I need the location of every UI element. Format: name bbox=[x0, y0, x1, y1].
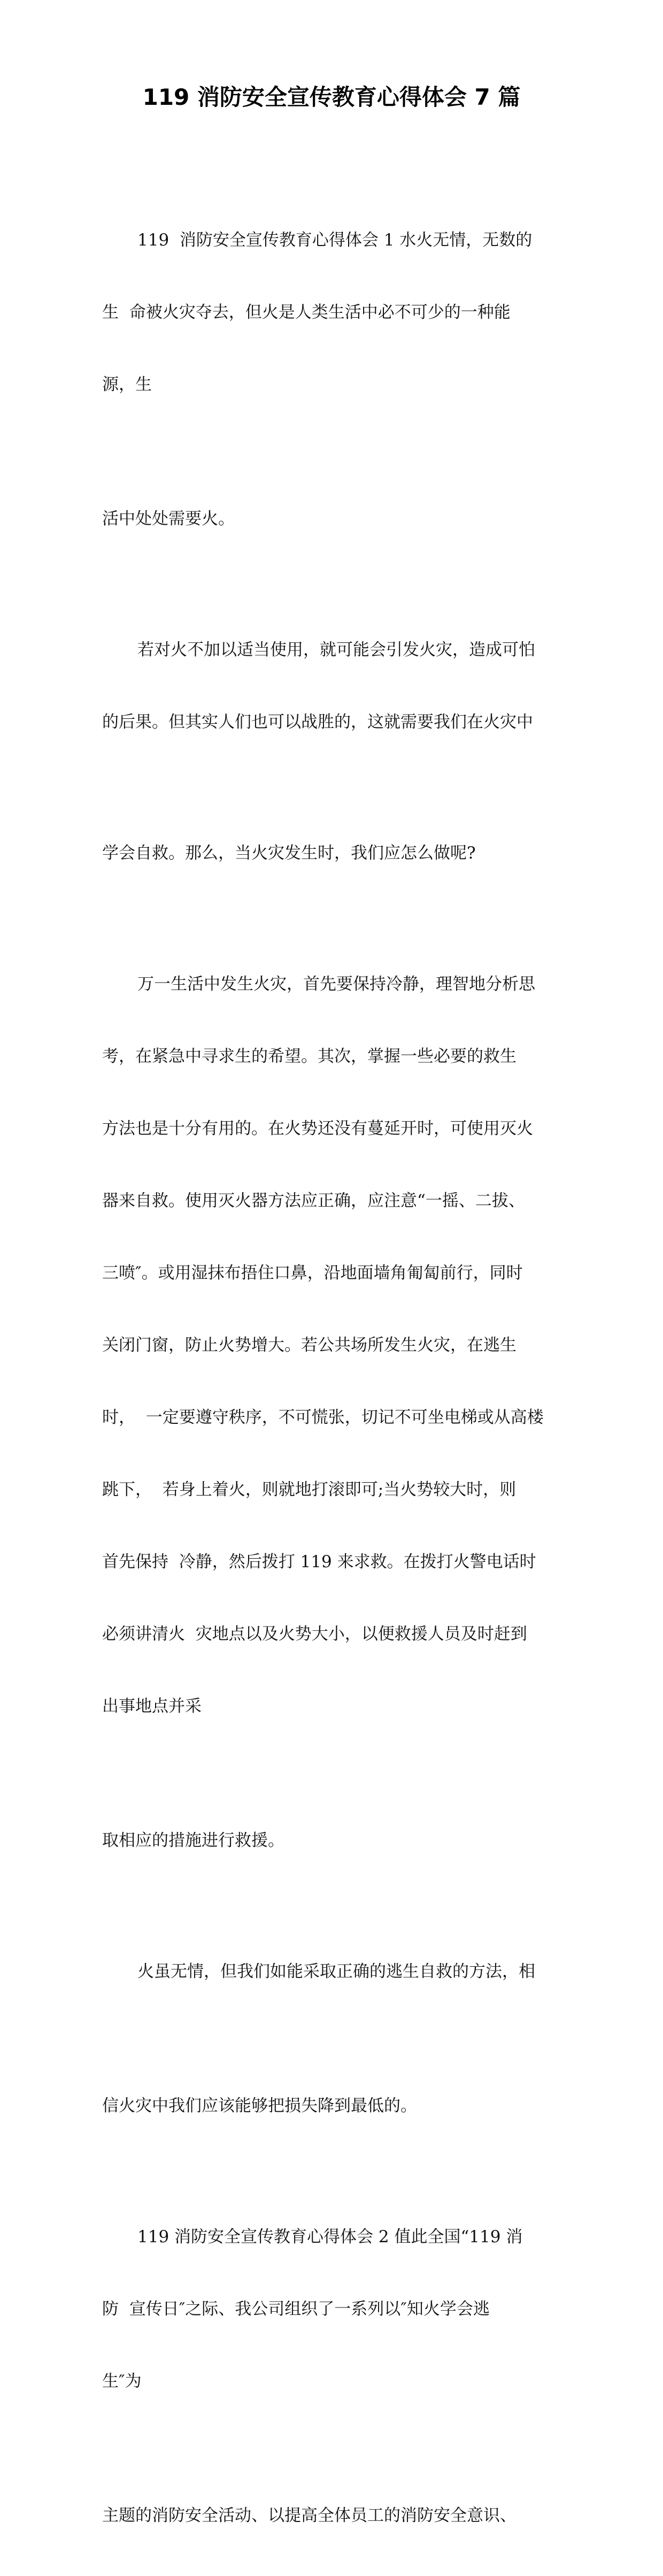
text-line: 三喷″。或用湿抹布捂住口鼻，沿地面墙角匍匐前行，同时 bbox=[102, 1263, 523, 1283]
text-line: 跳下， 若身上着火，则就地打滚即可;当火势较大时，则 bbox=[102, 1480, 516, 1499]
paragraph-9 bbox=[102, 2177, 573, 2442]
paragraph-2 bbox=[102, 459, 573, 579]
paragraph-7 bbox=[102, 1912, 573, 2032]
text-line: 活中处处需要火。 bbox=[102, 509, 235, 528]
text-line: 信火灾中我们应该能够把损失降到最低的。 bbox=[102, 2096, 417, 2115]
text-line: 火虽无情，但我们如能采取正确的逃生自救的方法，相 bbox=[137, 1962, 535, 1981]
document-body bbox=[102, 180, 573, 2576]
text-line: 万一生活中发生火灾，首先要保持冷静，理智地分析思 bbox=[137, 975, 535, 994]
text-line: 主题的消防安全活动、以提高全体员工的消防安全意识、 bbox=[102, 2506, 516, 2525]
text-line: 生″为 bbox=[102, 2372, 142, 2391]
text-line: 源，生 bbox=[102, 375, 152, 394]
text-line: 首先保持 冷静，然后拨打 119 来求救。在拨打火警电话时 bbox=[102, 1552, 536, 1571]
paragraph-5 bbox=[102, 924, 573, 1767]
text-line: 取相应的措施进行救援。 bbox=[102, 1831, 284, 1850]
text-line: 若对火不加以适当使用，就可能会引发火灾，造成可怕 bbox=[137, 640, 535, 660]
paragraph-1 bbox=[102, 180, 573, 445]
text-line: 器来自救。使用灭火器方法应正确，应注意“一摇、二拔、 bbox=[102, 1191, 525, 1210]
text-line: 119 消防安全宣传教育心得体会 2 值此全国“119 消 bbox=[137, 2227, 523, 2247]
text-line: 方法也是十分有用的。在火势还没有蔓延开时，可使用灭火 bbox=[102, 1119, 533, 1138]
text-line: 学会自救。那么，当火灾发生时，我们应怎么做呢? bbox=[102, 844, 476, 863]
text-line: 的后果。但其实人们也可以战胜的，这就需要我们在火灾中 bbox=[102, 712, 533, 732]
text-line: 119 消防安全宣传教育心得体会 1 水火无情，无数的 bbox=[137, 231, 533, 250]
document-title: 119 消防安全宣传教育心得体会 7 篇 bbox=[142, 84, 521, 110]
text-line: 生 命被火灾夺去，但火是人类生活中必不可少的一种能 bbox=[102, 303, 511, 322]
text-line: 关闭门窗，防止火势增大。若公共场所发生火灾，在逃生 bbox=[102, 1336, 516, 1355]
paragraph-10 bbox=[102, 2456, 573, 2576]
paragraph-3 bbox=[102, 590, 573, 783]
paragraph-8 bbox=[102, 2046, 573, 2166]
paragraph-6 bbox=[102, 1781, 573, 1901]
paragraph-4 bbox=[102, 793, 573, 914]
text-line: 考，在紧急中寻求生的希望。其次，掌握一些必要的救生 bbox=[102, 1047, 516, 1066]
text-line: 出事地点并采 bbox=[102, 1697, 202, 1716]
text-line: 时， 一定要遵守秩序，不可慌张，切记不可坐电梯或从高楼 bbox=[102, 1408, 544, 1427]
text-line: 防 宣传日″之际、我公司组织了一系列以″知火学会逃 bbox=[102, 2299, 490, 2319]
text-line: 必须讲清火 灾地点以及火势大小，以便救援人员及时赶到 bbox=[102, 1624, 527, 1644]
